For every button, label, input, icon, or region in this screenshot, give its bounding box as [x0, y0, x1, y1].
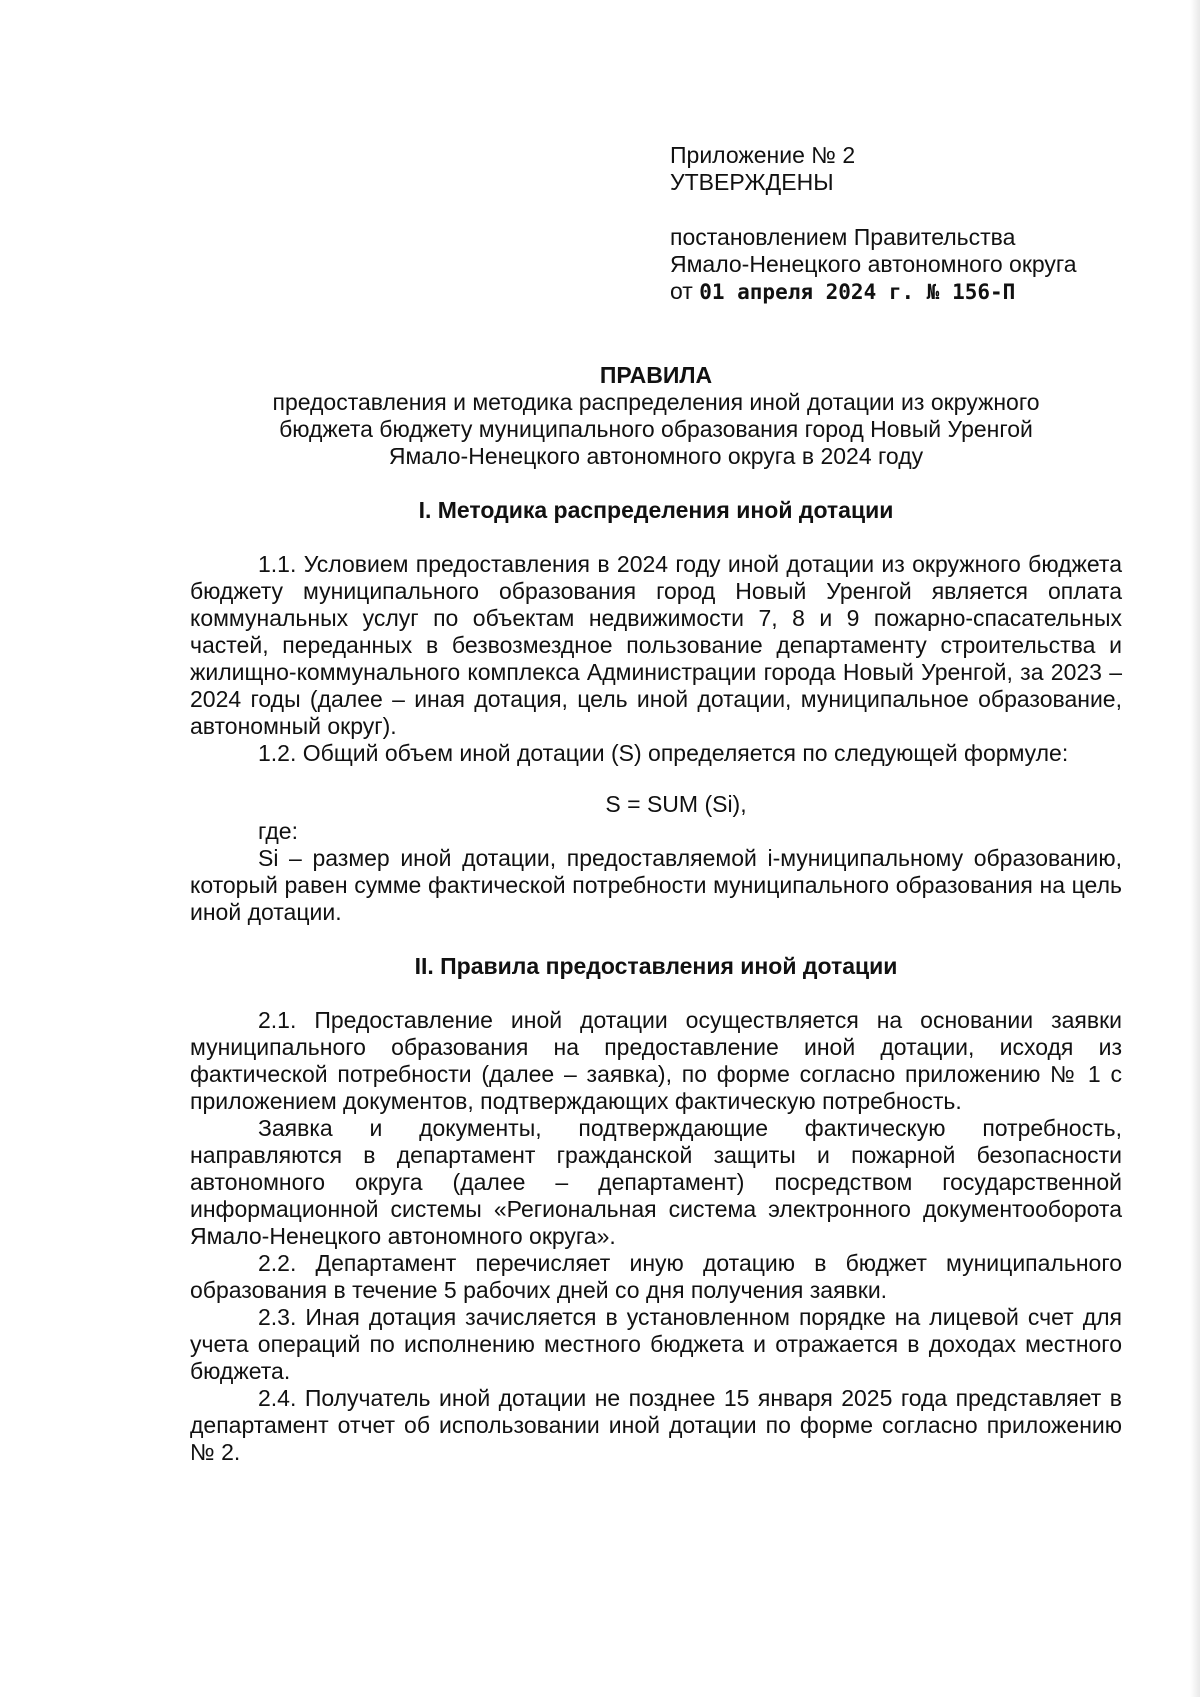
appendix-label: Приложение № 2 [670, 142, 856, 168]
paragraph-2-2: 2.2. Департамент перечисляет иную дотацию в бюджет муниципального образования в течение 5 рабочих дней со дня получения заявки. [190, 1250, 1122, 1303]
paragraph-2-1-continued: Заявка и документы, подтверждающие фактическую потребность, направляются в департамент гражданской защиты и пожарной безопасности автономного округа (далее – департамент) посредством государственной информационной системы «Региональная система электронного документооборота Ямало-Ненецкого автономного округа». [190, 1115, 1122, 1249]
si-definition: Si – размер иной дотации, предоставляемой i-муниципальному образованию, который равен сумме фактической потребности муниципального образования на цель иной дотации. [190, 845, 1122, 925]
document-subtitle-line-1: предоставления и методика распределения иной дотации из окружного [272, 389, 1040, 415]
decree-prefix: от [670, 278, 693, 304]
approval-header [670, 142, 1170, 306]
paragraph-1-1: 1.1. Условием предоставления в 2024 году иной дотации из окружного бюджета бюджету муниципального образования город Новый Уренгой является оплата коммунальных услуг по объектам недвижимости 7, 8 и 9 пожарно-спасательных частей, переданных в безвозмездное пользование департаменту строительства и жилищно-коммунального комплекса Администрации города Новый Уренгой, за 2023 – 2024 годы (далее – иная дотация, цель иной дотации, муниципальное образование, автономный округ). [190, 551, 1122, 739]
header-gap [670, 196, 1170, 224]
paragraph-2-3: 2.3. Иная дотация зачисляется в установленном порядке на лицевой счет для учета операций по исполнению местного бюджета и отражается в доходах местного бюджета. [190, 1304, 1122, 1384]
approved-label: УТВЕРЖДЕНЫ [670, 169, 834, 195]
formula: S = SUM (Si), [605, 791, 747, 817]
page-edge-shadow [1190, 0, 1200, 1697]
document-subtitle-line-3: Ямало-Ненецкого автономного округа в 2024 году [388, 443, 924, 469]
decree-date-line [670, 278, 1170, 306]
section-2-heading: II. Правила предоставления иной дотации [414, 953, 898, 979]
section-1-heading: I. Методика распределения иной дотации [418, 497, 894, 523]
paragraph-2-1: 2.1. Предоставление иной дотации осуществляется на основании заявки муниципального образования на предоставление иной дотации, исходя из фактической потребности (далее – заявка), по форме согласно приложению № 1 с приложением документов, подтверждающих фактическую потребность. [190, 1007, 1122, 1114]
decree-number: 01 апреля 2024 г. № 156-П [699, 280, 1016, 304]
paragraph-1-2: 1.2. Общий объем иной дотации (S) определяется по следующей формуле: [258, 740, 1069, 766]
document-body [190, 362, 1122, 1466]
paragraph-2-4: 2.4. Получатель иной дотации не позднее 15 января 2025 года представляет в департамент отчет об использовании иной дотации по форме согласно приложению № 2. [190, 1385, 1122, 1465]
decree-line-2: Ямало-Ненецкого автономного округа [670, 251, 1077, 277]
where-label: где: [258, 818, 298, 844]
document-subtitle-line-2: бюджета бюджету муниципального образования город Новый Уренгой [279, 416, 1033, 442]
decree-line-1: постановлением Правительства [670, 224, 1016, 250]
document-title: ПРАВИЛА [599, 362, 713, 388]
